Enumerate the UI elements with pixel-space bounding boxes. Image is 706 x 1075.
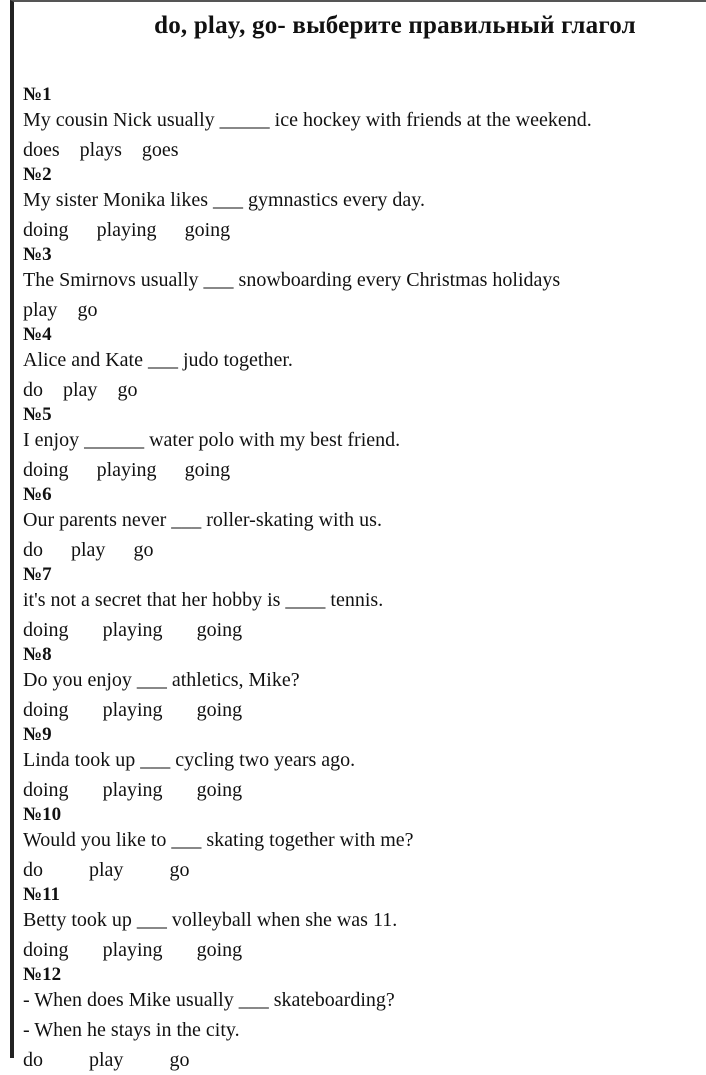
exercise-sentence: - When he stays in the city. (23, 1019, 240, 1041)
exercise-5 (23, 405, 706, 485)
exercise-options (23, 695, 706, 725)
exercise-sentence: Alice and Kate ___ judo together. (23, 349, 293, 371)
option-play: play (89, 859, 124, 881)
option-plays: plays (79, 139, 122, 161)
exercise-sentence: Linda took up ___ cycling two years ago. (23, 749, 356, 771)
exercise-7 (23, 565, 706, 645)
exercise-number: №11 (23, 884, 61, 905)
option-play: play (89, 1049, 124, 1071)
exercise-list (23, 85, 706, 1075)
exercise-10 (23, 805, 706, 885)
exercise-9 (23, 725, 706, 805)
exercise-12 (23, 965, 706, 1075)
option-go: go (169, 859, 190, 881)
option-playing: playing (102, 619, 163, 641)
exercise-options (23, 455, 706, 485)
option-do: do (23, 1049, 43, 1071)
exercise-number: №5 (23, 404, 52, 425)
exercise-options (23, 935, 706, 965)
exercise-options (23, 855, 706, 885)
exercise-4 (23, 325, 706, 405)
exercise-number: №7 (23, 564, 52, 585)
exercise-sentence: Betty took up ___ volleyball when she was 11. (23, 909, 398, 931)
option-goes: goes (141, 139, 179, 161)
exercise-11 (23, 885, 706, 965)
exercise-options (23, 135, 706, 165)
exercise-number: №6 (23, 484, 52, 505)
exercise-number: №9 (23, 724, 52, 745)
option-playing: playing (96, 459, 157, 481)
exercise-number: №4 (23, 324, 52, 345)
option-playing: playing (102, 779, 163, 801)
option-go: go (117, 379, 138, 401)
option-go: go (133, 539, 154, 561)
exercise-6 (23, 485, 706, 565)
option-playing: playing (102, 699, 163, 721)
option-play: play (63, 379, 98, 401)
option-doing: doing (23, 699, 69, 721)
option-doing: doing (23, 619, 69, 641)
option-go: go (77, 299, 98, 321)
exercise-sentence: The Smirnovs usually ___ snowboarding every Christmas holidays (23, 269, 561, 291)
exercise-options (23, 775, 706, 805)
exercise-number: №1 (23, 84, 52, 105)
exercise-number: №3 (23, 244, 52, 265)
exercise-options (23, 215, 706, 245)
option-going: going (196, 619, 243, 641)
option-playing: playing (102, 939, 163, 961)
option-going: going (196, 779, 243, 801)
exercise-3 (23, 245, 706, 325)
option-doing: doing (23, 219, 69, 241)
exercise-number: №2 (23, 164, 52, 185)
exercise-sentence: I enjoy ______ water polo with my best friend. (23, 429, 401, 451)
exercise-options (23, 295, 706, 325)
option-play: play (71, 539, 106, 561)
exercise-2 (23, 165, 706, 245)
option-doing: doing (23, 459, 69, 481)
worksheet (10, 0, 706, 1071)
exercise-8 (23, 645, 706, 725)
exercise-options (23, 375, 706, 405)
option-doing: doing (23, 939, 69, 961)
exercise-sentence: Do you enjoy ___ athletics, Mike? (23, 669, 300, 691)
option-playing: playing (96, 219, 157, 241)
option-going: going (184, 219, 231, 241)
exercise-sentence: it's not a secret that her hobby is ____ tennis. (23, 589, 384, 611)
exercise-options (23, 615, 706, 645)
option-play: play (23, 299, 58, 321)
option-going: going (196, 699, 243, 721)
exercise-number: №12 (23, 964, 62, 985)
option-do: do (23, 379, 43, 401)
exercise-options (23, 535, 706, 565)
exercise-1 (23, 85, 706, 165)
option-doing: doing (23, 779, 69, 801)
exercise-number: №8 (23, 644, 52, 665)
exercise-sentence: Would you like to ___ skating together with me? (23, 829, 414, 851)
exercise-options (23, 1045, 706, 1075)
worksheet-title: do, play, go- выберите правильный глагол (154, 12, 636, 39)
exercise-sentence: My cousin Nick usually _____ ice hockey with friends at the weekend. (23, 109, 592, 131)
exercise-sentence: Our parents never ___ roller-skating with us. (23, 509, 382, 531)
exercise-sentence: - When does Mike usually ___ skateboarding? (23, 989, 395, 1011)
option-do: do (23, 539, 43, 561)
option-going: going (184, 459, 231, 481)
exercise-sentence: My sister Monika likes ___ gymnastics every day. (23, 189, 425, 211)
option-go: go (169, 1049, 190, 1071)
option-do: do (23, 859, 43, 881)
option-does: does (23, 139, 60, 161)
option-going: going (196, 939, 243, 961)
exercise-number: №10 (23, 804, 62, 825)
